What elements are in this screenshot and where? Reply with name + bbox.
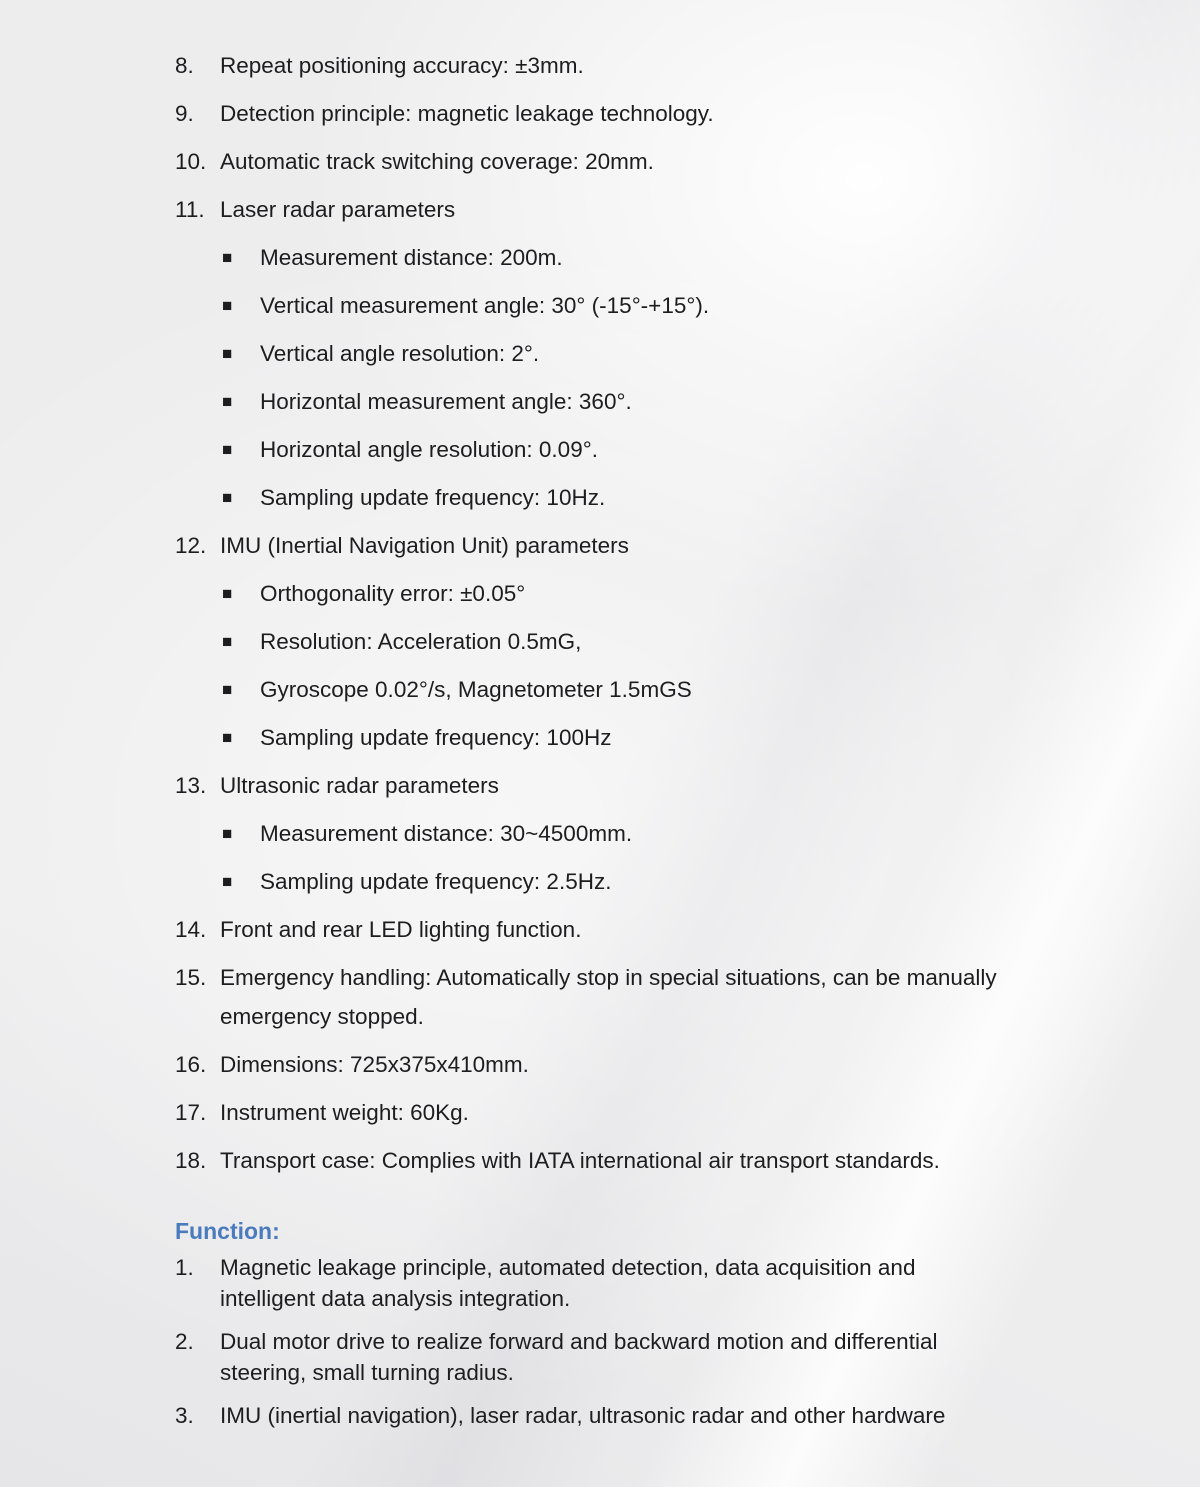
sub-item-text: Sampling update frequency: 100Hz [260, 725, 612, 750]
square-bullet-icon: ■ [222, 344, 233, 363]
item-number: 17. [175, 1100, 207, 1125]
square-bullet-icon: ■ [222, 488, 233, 507]
item-text: Repeat positioning accuracy: ±3mm. [220, 53, 584, 78]
spec-item-row [175, 1141, 1010, 1180]
item-number: 12. [175, 533, 207, 558]
spec-sub-item [222, 286, 1010, 325]
square-bullet-icon: ■ [222, 824, 233, 843]
item-text: IMU (Inertial Navigation Unit) parameters [220, 533, 629, 558]
item-number: 16. [175, 1052, 207, 1077]
item-number: 2. [175, 1329, 194, 1354]
square-bullet-icon: ■ [222, 632, 233, 651]
spec-sub-item [222, 238, 1010, 277]
square-bullet-icon: ■ [222, 296, 233, 315]
sub-item-text: Sampling update frequency: 10Hz. [260, 485, 606, 510]
item-number: 10. [175, 149, 207, 174]
spec-item-row [175, 526, 1010, 565]
sub-item-text: Sampling update frequency: 2.5Hz. [260, 869, 612, 894]
item-number: 13. [175, 773, 207, 798]
spec-item [175, 1141, 1010, 1180]
spec-sub-item [222, 670, 1010, 709]
item-text: Emergency handling: Automatically stop in special situations, can be manually emergency stopped. [220, 965, 997, 1029]
sub-item-text: Vertical angle resolution: 2°. [260, 341, 540, 366]
square-bullet-icon: ■ [222, 248, 233, 267]
item-text: Automatic track switching coverage: 20mm. [220, 149, 654, 174]
function-item [175, 1252, 1010, 1314]
item-text: Ultrasonic radar parameters [220, 773, 499, 798]
sub-item-text: Horizontal angle resolution: 0.09°. [260, 437, 598, 462]
spec-item-row [175, 94, 1010, 133]
item-text: Instrument weight: 60Kg. [220, 1100, 469, 1125]
sub-item-text: Gyroscope 0.02°/s, Magnetometer 1.5mGS [260, 677, 692, 702]
spec-item-row [175, 910, 1010, 949]
item-number: 18. [175, 1148, 207, 1173]
spec-item [175, 1093, 1010, 1132]
item-text: Front and rear LED lighting function. [220, 917, 582, 942]
item-number: 1. [175, 1255, 194, 1280]
spec-item [175, 142, 1010, 181]
item-text: Dimensions: 725x375x410mm. [220, 1052, 529, 1077]
spec-item-row [175, 142, 1010, 181]
sub-item-text: Measurement distance: 200m. [260, 245, 563, 270]
item-text: Magnetic leakage principle, automated detection, data acquisition and intelligent data analysis integration. [220, 1255, 916, 1311]
spec-item-row [175, 190, 1010, 229]
square-bullet-icon: ■ [222, 392, 233, 411]
item-text: IMU (inertial navigation), laser radar, ultrasonic radar and other hardware [220, 1403, 946, 1428]
spec-item-row [175, 46, 1010, 85]
square-bullet-icon: ■ [222, 872, 233, 891]
function-item [175, 1400, 1010, 1431]
square-bullet-icon: ■ [222, 584, 233, 603]
spec-item-row [175, 1045, 1010, 1084]
spec-item [175, 94, 1010, 133]
spec-sub-item [222, 862, 1010, 901]
sub-item-text: Measurement distance: 30~4500mm. [260, 821, 633, 846]
sub-item-text: Horizontal measurement angle: 360°. [260, 389, 632, 414]
square-bullet-icon: ■ [222, 728, 233, 747]
spec-item [175, 190, 1010, 517]
sub-item-text: Resolution: Acceleration 0.5mG, [260, 629, 582, 654]
function-item [175, 1326, 1010, 1388]
item-number: 11. [175, 197, 205, 222]
spec-sub-item [222, 622, 1010, 661]
spec-item [175, 958, 1010, 1036]
item-number: 3. [175, 1403, 194, 1428]
item-text: Detection principle: magnetic leakage technology. [220, 101, 714, 126]
function-heading: Function: [175, 1218, 280, 1244]
spec-sub-item [222, 334, 1010, 373]
spec-sub-item [222, 718, 1010, 757]
item-text: Laser radar parameters [220, 197, 456, 222]
spec-item-row [175, 958, 1010, 1036]
item-number: 15. [175, 965, 207, 990]
spec-item [175, 526, 1010, 757]
spec-sub-item [222, 382, 1010, 421]
sub-item-text: Vertical measurement angle: 30° (-15°-+15°). [260, 293, 710, 318]
spec-item [175, 46, 1010, 85]
function-list [175, 1252, 1010, 1431]
item-number: 9. [175, 101, 194, 126]
square-bullet-icon: ■ [222, 440, 233, 459]
square-bullet-icon: ■ [222, 680, 233, 699]
spec-sub-item [222, 814, 1010, 853]
sub-item-text: Orthogonality error: ±0.05° [260, 581, 526, 606]
item-number: 14. [175, 917, 207, 942]
page-content [175, 46, 1010, 1443]
item-text: Dual motor drive to realize forward and backward motion and differential steering, small turning radius. [220, 1329, 938, 1385]
spec-list [175, 46, 1010, 1180]
spec-item [175, 766, 1010, 901]
spec-item-row [175, 1093, 1010, 1132]
item-number: 8. [175, 53, 194, 78]
item-text: Transport case: Complies with IATA international air transport standards. [220, 1148, 940, 1173]
spec-sub-item [222, 430, 1010, 469]
spec-sub-item [222, 478, 1010, 517]
spec-item [175, 910, 1010, 949]
spec-item-row [175, 766, 1010, 805]
spec-item [175, 1045, 1010, 1084]
spec-sub-item [222, 574, 1010, 613]
